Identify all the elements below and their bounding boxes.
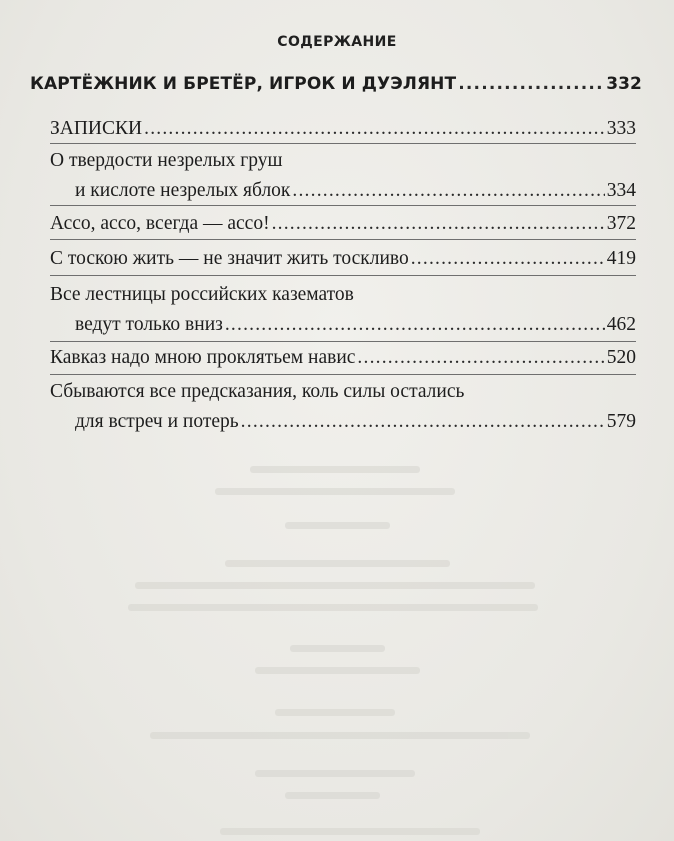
toc-entry-title: и кислоте незрелых яблок [75, 180, 291, 201]
contents-heading: СОДЕРЖАНИЕ [277, 34, 397, 50]
toc-entry-title: ведут только вниз [75, 314, 223, 335]
toc-entry-title: С тоскою жить — не значит жить тоскливо [50, 248, 409, 269]
toc-entry-title-line1: Сбываются все предсказания, коль силы остались [50, 381, 465, 402]
toc-part-page: 332 [606, 74, 642, 94]
toc-entry-page: 372 [606, 213, 636, 234]
toc-part-title: КАРТЁЖНИК И БРЕТЁР, ИГРОК И ДУЭЛЯНТ [30, 74, 457, 94]
toc-entry-title: для встреч и потерь [75, 411, 239, 432]
toc-entry-title-line1: О твердости незрелых груш [50, 150, 283, 171]
toc-entry-page: 419 [606, 248, 636, 269]
toc-entry-page: 520 [606, 347, 636, 368]
toc-entry-page: 579 [606, 411, 636, 432]
toc-entry-title: Ассо, ассо, всегда — ассо! [50, 213, 270, 234]
toc-entry-title: Кавказ надо мною проклятьем навис [50, 347, 356, 368]
toc-entry-title: ЗАПИСКИ [50, 118, 143, 139]
toc-entry-page: 462 [606, 314, 636, 335]
toc-entry-page: 334 [606, 180, 636, 201]
toc-entry-page: 333 [606, 118, 636, 139]
toc-entry-title-line1: Все лестницы российских казематов [50, 284, 354, 305]
